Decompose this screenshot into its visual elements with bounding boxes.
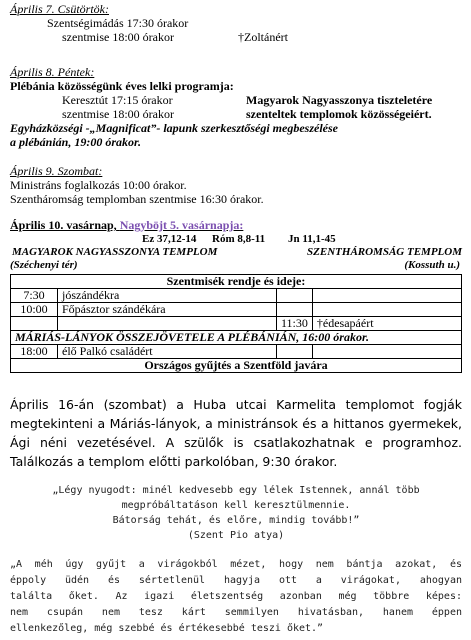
mass-intention: jószándékra — [58, 289, 277, 303]
table-header: Szentmisék rendje és ideje: — [11, 275, 462, 289]
quote-author: (Szent Pio atya) — [187, 530, 285, 541]
sunday-heading — [10, 218, 462, 232]
schedule-text: szentmise 18:00 órakor — [62, 107, 174, 121]
quote-pio — [10, 483, 462, 543]
mass-intention: †édesapáért — [312, 317, 461, 331]
schedule-line: Szentháromság templomban szentmise 16:30 órakor. — [10, 192, 264, 206]
quote-line: ellenkezőleg, még szebbé és értékesebbé teszi őket.” — [10, 623, 324, 634]
table-row — [11, 303, 462, 317]
reading-ref: Ez 37,12-14 — [142, 233, 197, 245]
table-row — [11, 345, 462, 359]
mass-time: 11:30 — [277, 317, 313, 331]
day-section-sunday — [10, 218, 462, 271]
place-right: (Kossuth u.) — [404, 259, 460, 271]
church-right: SZENTHÁROMSÁG TEMPLOM — [307, 246, 462, 258]
intention-text: Magyarok Nagyasszonya tiszteletére — [246, 93, 433, 107]
collection-note: Országos gyűjtés a Szentföld javára — [11, 359, 462, 373]
schedule-text: szentmise 18:00 órakor — [62, 30, 174, 44]
day-heading: Április 8. Péntek: — [10, 65, 95, 79]
mass-intention: Főpásztor szándékára — [58, 303, 277, 317]
quote-line: éppoly üdén és sértetlenül hagyja ott a virágokat, ahogyan — [10, 575, 462, 586]
day-section-thursday — [10, 2, 462, 44]
church-left: MAGYAROK NAGYASSZONYA TEMPLOM — [12, 246, 218, 258]
meeting-note: a plébánián, 19:00 órakor. — [10, 135, 142, 149]
mass-time: 18:00 — [11, 345, 58, 359]
intention-text: szenteltek templomok közösségeiért. — [246, 107, 432, 121]
table-row — [11, 331, 462, 345]
day-section-friday — [10, 65, 462, 149]
place-left: (Széchenyi tér) — [10, 259, 78, 271]
reading-ref: Jn 11,1-45 — [288, 233, 336, 245]
meeting-note: Egyházközségi -„Magnificat”- lapunk szerkesztőségi megbeszélése — [10, 121, 338, 135]
quote-line: nem csupán nem tesz kárt semmilyen hivatásban, hanem éppen — [10, 607, 462, 618]
program-heading: Plébánia közösségünk éves lelki programja: — [10, 79, 234, 93]
intention-text: †Zoltánért — [238, 30, 288, 44]
mass-time: 7:30 — [11, 289, 58, 303]
church-places — [10, 258, 462, 271]
reading-ref: Róm 8,8-11 — [212, 233, 266, 245]
day-section-saturday — [10, 164, 462, 206]
schedule-line: Szentségimádás 17:30 órakor — [47, 16, 189, 30]
quote-line: „Légy nyugodt: minél kedvesebb egy lélek Istennek, annál több — [52, 485, 420, 496]
table-row — [11, 317, 462, 331]
readings-line — [10, 232, 462, 245]
schedule-line — [10, 30, 462, 44]
quote-line: megpróbáltatáson kell keresztülmennie. — [121, 500, 351, 511]
table-row — [11, 289, 462, 303]
mass-schedule-table — [10, 274, 462, 373]
quote-line: találta őket. Az igazi életszentség azonban még többre képes: — [10, 591, 462, 602]
quote-line: „A méh úgy gyűjt a virágokból mézet, hogy nem bántja azokat, és — [10, 559, 462, 570]
schedule-line: Ministráns foglalkozás 10:00 órakor. — [10, 178, 187, 192]
quote-bee — [10, 557, 462, 637]
schedule-text: Keresztút 17:15 órakor — [62, 93, 173, 107]
announcement-paragraph: Április 16-án (szombat) a Huba utcai Karmelita templomot fogják megtekinteni a Máriás-lányok, a ministránsok és a hittanos gyermekek, Ági néni vezetésével. A szülők is csatlakozhatnak e programhoz. Találkozás a templom előtti parkolóban, 9:30 órakor. — [10, 397, 462, 469]
day-heading: Április 7. Csütörtök: — [10, 2, 110, 16]
mass-time: 10:00 — [11, 303, 58, 317]
table-row — [11, 275, 462, 289]
mass-intention: élő Palkó családért — [58, 345, 277, 359]
church-names — [10, 245, 462, 258]
schedule-line — [10, 93, 462, 107]
mass-schedule — [10, 274, 462, 373]
event-banner: MÁRIÁS-LÁNYOK ÖSSZEJÖVETELE A PLÉBÁNIÁN, 16:00 órakor. — [11, 331, 462, 345]
day-heading: Április 9. Szombat: — [10, 164, 103, 178]
day-heading: Április 10. vasárnap, — [10, 218, 117, 232]
schedule-line — [10, 107, 462, 121]
table-row — [11, 359, 462, 373]
feast-name: Nagyböjt 5. vasárnapja: — [119, 218, 244, 232]
quote-line: Bátorság tehát, és előre, mindig tovább!” — [112, 515, 360, 526]
